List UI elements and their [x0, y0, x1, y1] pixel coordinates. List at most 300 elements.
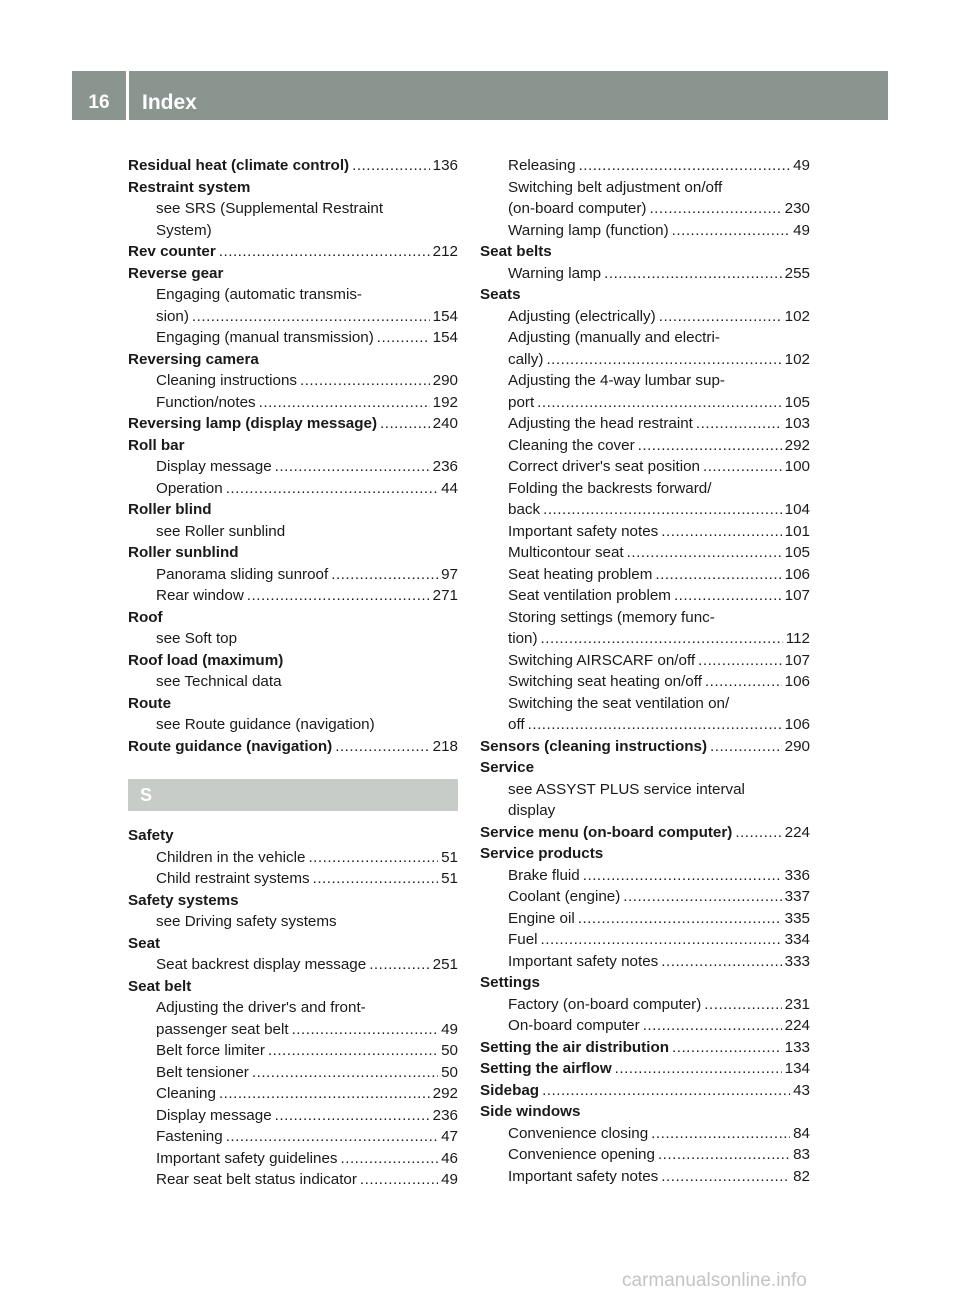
dot-leader	[352, 155, 430, 177]
index-subentry	[480, 585, 810, 607]
entry-text: Releasing	[508, 157, 576, 174]
index-entry	[128, 607, 458, 629]
index-subentry	[480, 327, 810, 349]
index-entry	[128, 736, 458, 758]
index-entry	[128, 933, 458, 955]
entry-text: Setting the airflow	[480, 1060, 612, 1077]
index-subentry	[480, 456, 810, 478]
index-subentry	[480, 800, 810, 822]
page-reference: 107	[784, 587, 810, 604]
index-subentry	[128, 198, 458, 220]
page-reference: 84	[793, 1124, 810, 1142]
dot-leader	[674, 585, 782, 607]
entry-text: off	[508, 716, 525, 733]
page-number: 16	[72, 71, 126, 120]
page-reference: 102	[784, 307, 810, 325]
entry-text: Service	[480, 759, 535, 776]
index-subentry	[480, 413, 810, 435]
dot-leader	[219, 241, 430, 263]
entry-text: Cleaning instructions	[156, 372, 297, 389]
index-subentry	[128, 911, 458, 933]
entry-text: Adjusting (electrically)	[508, 307, 656, 325]
entry-text: Important safety notes	[508, 1167, 659, 1185]
dot-leader	[542, 1080, 790, 1102]
dot-leader	[659, 306, 782, 328]
page-reference: 154	[432, 329, 458, 346]
index-entry	[128, 890, 458, 912]
entry-text: Important safety notes	[508, 522, 659, 540]
entry-text: back	[508, 501, 541, 518]
index-subentry	[480, 1166, 810, 1188]
entry-text: Display message	[156, 1106, 272, 1124]
index-entry	[480, 241, 810, 263]
index-entry	[128, 263, 458, 285]
index-subentry	[128, 306, 458, 328]
entry-text: see Driving safety systems	[156, 913, 337, 930]
entry-text: see ASSYST PLUS service interval	[508, 780, 745, 798]
index-entry	[480, 757, 810, 779]
entry-text: Service menu (on-board computer)	[480, 823, 733, 841]
index-subentry	[480, 542, 810, 564]
dot-leader	[649, 198, 781, 220]
index-subentry	[128, 521, 458, 543]
index-entry	[480, 736, 810, 758]
entry-text: Fuel	[508, 931, 538, 948]
index-subentry	[480, 650, 810, 672]
entry-text: Switching AIRSCARF on/off	[508, 651, 696, 669]
index-entry	[480, 1037, 810, 1059]
entry-text: Seat backrest display message	[156, 956, 367, 973]
index-subentry	[480, 1015, 810, 1037]
entry-text: Function/notes	[156, 393, 256, 411]
entry-text: Roll bar	[128, 436, 185, 454]
page-reference: 97	[441, 565, 458, 583]
page-reference: 335	[784, 909, 810, 927]
entry-text: Factory (on-board computer)	[508, 995, 702, 1013]
index-entry	[128, 413, 458, 435]
page-reference: 50	[441, 1042, 458, 1059]
page-reference: 49	[441, 1020, 458, 1038]
index-subentry	[480, 994, 810, 1016]
page-reference: 290	[784, 737, 810, 755]
index-entry	[480, 843, 810, 865]
entry-text: Convenience closing	[508, 1124, 649, 1142]
dot-leader	[661, 521, 781, 543]
page-reference: 106	[784, 716, 810, 733]
page-reference: 154	[432, 307, 458, 325]
index-subentry	[128, 478, 458, 500]
index-entry	[128, 542, 458, 564]
page-title: Index	[142, 91, 197, 114]
dot-leader	[696, 413, 782, 435]
dot-leader	[537, 392, 781, 414]
entry-text: Belt tensioner	[156, 1063, 249, 1081]
entry-text: Adjusting the driver's and front-	[156, 999, 366, 1016]
entry-text: Side windows	[480, 1103, 581, 1120]
entry-text: cally)	[508, 350, 544, 368]
entry-text: Child restraint systems	[156, 870, 310, 887]
index-subentry	[128, 370, 458, 392]
index-subentry	[480, 865, 810, 887]
index-subentry	[128, 564, 458, 586]
entry-text: Settings	[480, 974, 540, 991]
dot-leader	[192, 306, 430, 328]
page-reference: 106	[784, 673, 810, 690]
index-entry	[480, 1058, 810, 1080]
index-subentry	[128, 1105, 458, 1127]
page-reference: 251	[432, 956, 458, 973]
index-entry	[480, 972, 810, 994]
entry-text: Roller sunblind	[128, 544, 239, 561]
index-subentry	[480, 263, 810, 285]
entry-text: Belt force limiter	[156, 1042, 265, 1059]
dot-leader	[651, 1123, 790, 1145]
index-subentry	[128, 954, 458, 976]
dot-leader	[252, 1062, 438, 1084]
dot-leader	[380, 413, 430, 435]
index-subentry	[480, 714, 810, 736]
index-subentry	[480, 628, 810, 650]
dot-leader	[658, 1144, 790, 1166]
dot-leader	[623, 886, 781, 908]
entry-text: see Roller sunblind	[156, 522, 286, 540]
entry-text: Operation	[156, 479, 223, 497]
entry-text: see Soft top	[156, 630, 238, 647]
page-reference: 337	[784, 888, 810, 905]
index-subentry	[128, 868, 458, 890]
entry-text: Correct driver's seat position	[508, 458, 700, 475]
entry-text: System)	[156, 221, 212, 239]
dot-leader	[661, 951, 781, 973]
index-subentry	[480, 564, 810, 586]
dot-leader	[604, 263, 782, 285]
entry-text: Fastening	[156, 1128, 223, 1145]
page-reference: 224	[784, 823, 810, 841]
page-reference: 231	[784, 995, 810, 1013]
index-subentry	[480, 349, 810, 371]
page-reference: 107	[784, 651, 810, 669]
page-reference: 106	[784, 565, 810, 583]
index-subentry	[480, 779, 810, 801]
entry-text: Switching the seat ventilation on/	[508, 694, 730, 712]
entry-text: see Route guidance (navigation)	[156, 716, 375, 733]
entry-text: Seat belts	[480, 243, 552, 260]
page-reference: 103	[784, 415, 810, 432]
index-subentry	[480, 671, 810, 693]
dot-leader	[704, 994, 781, 1016]
entry-text: Reverse gear	[128, 264, 224, 282]
page-reference: 240	[432, 415, 458, 432]
dot-leader	[335, 736, 429, 758]
entry-text: Rear window	[156, 587, 244, 604]
page-reference: 134	[784, 1060, 810, 1077]
entry-text: Sensors (cleaning instructions)	[480, 737, 708, 755]
page-reference: 82	[793, 1167, 810, 1185]
page-reference: 271	[432, 587, 458, 604]
index-subentry	[480, 198, 810, 220]
dot-leader	[226, 478, 438, 500]
page-reference: 333	[784, 952, 810, 970]
index-subentry	[480, 392, 810, 414]
index-entry	[480, 1101, 810, 1123]
page-reference: 104	[784, 501, 810, 518]
dot-leader	[735, 822, 781, 844]
entry-text: Setting the air distribution	[480, 1038, 669, 1056]
page-reference: 83	[793, 1146, 810, 1163]
page-reference: 290	[432, 372, 458, 389]
index-entry	[128, 825, 458, 847]
index-subentry	[480, 220, 810, 242]
dot-leader	[226, 1126, 438, 1148]
entry-text: Convenience opening	[508, 1146, 655, 1163]
dot-leader	[528, 714, 782, 736]
index-subentry	[128, 671, 458, 693]
page-reference: 46	[441, 1149, 458, 1167]
entry-text: Engine oil	[508, 909, 575, 927]
section-letter-bar: S	[128, 779, 458, 811]
index-subentry	[128, 1019, 458, 1041]
dot-leader	[643, 1015, 782, 1037]
entry-text: Seat	[128, 934, 161, 952]
entry-text: Warning lamp	[508, 264, 602, 282]
index-entry	[128, 976, 458, 998]
index-subentry	[480, 435, 810, 457]
entry-text: On-board computer	[508, 1017, 640, 1034]
entry-text: passenger seat belt	[156, 1020, 289, 1038]
entry-text: display	[508, 802, 556, 819]
page-reference: 112	[785, 630, 810, 647]
index-subentry	[480, 951, 810, 973]
entry-text: Switching seat heating on/off	[508, 673, 702, 690]
page-reference: 334	[784, 931, 810, 948]
entry-text: Folding the backrests forward/	[508, 479, 712, 497]
entry-text: Sidebag	[480, 1081, 540, 1099]
entry-text: Switching belt adjustment on/off	[508, 178, 723, 196]
dot-leader	[541, 929, 782, 951]
index-subentry	[128, 714, 458, 736]
entry-text: Storing settings (memory func-	[508, 608, 715, 626]
index-subentry	[480, 1123, 810, 1145]
dot-leader	[705, 671, 782, 693]
index-subentry	[480, 1144, 810, 1166]
index-entry	[480, 1080, 810, 1102]
entry-text: Roof	[128, 608, 163, 626]
dot-leader	[247, 585, 430, 607]
index-entry	[480, 284, 810, 306]
page-reference: 230	[784, 200, 810, 217]
dot-leader	[638, 435, 782, 457]
entry-text: Important safety guidelines	[156, 1149, 338, 1167]
dot-leader	[292, 1019, 439, 1041]
dot-leader	[583, 865, 782, 887]
index-entry	[128, 499, 458, 521]
entry-text: Restraint system	[128, 178, 251, 196]
index-subentry	[128, 1062, 458, 1084]
dot-leader	[698, 650, 782, 672]
entry-text: see SRS (Supplemental Restraint	[156, 200, 384, 217]
dot-leader	[615, 1058, 782, 1080]
dot-leader	[546, 349, 781, 371]
page-reference: 43	[793, 1081, 810, 1099]
page-reference: 136	[432, 157, 458, 174]
index-subentry	[128, 1083, 458, 1105]
page-reference: 49	[793, 221, 810, 239]
entry-text: port	[508, 393, 535, 411]
dot-leader	[219, 1083, 430, 1105]
entry-text: Rear seat belt status indicator	[156, 1171, 357, 1188]
dot-leader	[627, 542, 782, 564]
dot-leader	[543, 499, 782, 521]
dot-leader	[655, 564, 781, 586]
index-subentry	[480, 693, 810, 715]
entry-text: Brake fluid	[508, 866, 580, 884]
entry-text: Roof load (maximum)	[128, 651, 284, 669]
page-reference: 101	[784, 522, 810, 540]
index-subentry	[128, 847, 458, 869]
index-subentry	[128, 997, 458, 1019]
index-entry	[128, 349, 458, 371]
index-entry	[128, 650, 458, 672]
dot-leader	[661, 1166, 790, 1188]
entry-text: Children in the vehicle	[156, 848, 306, 866]
page-reference: 292	[432, 1085, 458, 1102]
index-subentry	[128, 284, 458, 306]
index-subentry	[480, 607, 810, 629]
entry-text: Reversing lamp (display message)	[128, 415, 378, 432]
dot-leader	[341, 1148, 439, 1170]
dot-leader	[275, 1105, 430, 1127]
page-reference: 236	[432, 458, 458, 475]
page-reference: 236	[432, 1106, 458, 1124]
index-subentry	[128, 456, 458, 478]
page-reference: 50	[441, 1063, 458, 1081]
index-subentry	[480, 478, 810, 500]
page-reference: 102	[784, 350, 810, 368]
entry-text: Reversing camera	[128, 350, 259, 368]
dot-leader	[579, 155, 791, 177]
watermark: carmanualsonline.info	[622, 1270, 807, 1291]
entry-text: Seats	[480, 286, 521, 303]
page-reference: 255	[784, 264, 810, 282]
entry-text: Adjusting the 4-way lumbar sup-	[508, 372, 725, 389]
index-subentry	[128, 628, 458, 650]
dot-leader	[578, 908, 782, 930]
dot-leader	[541, 628, 783, 650]
page-reference: 51	[441, 870, 458, 887]
entry-text: Engaging (automatic transmis-	[156, 286, 362, 303]
index-subentry	[480, 908, 810, 930]
index-subentry	[480, 521, 810, 543]
page-reference: 105	[784, 393, 810, 411]
index-column-right	[480, 155, 810, 1187]
entry-text: Safety systems	[128, 891, 239, 909]
page-reference: 292	[784, 436, 810, 454]
entry-text: Coolant (engine)	[508, 888, 621, 905]
page-reference: 212	[432, 243, 458, 260]
index-subentry	[480, 929, 810, 951]
dot-leader	[300, 370, 430, 392]
entry-text: Display message	[156, 458, 272, 475]
page-reference: 224	[784, 1017, 810, 1034]
index-entry	[128, 155, 458, 177]
dot-leader	[703, 456, 782, 478]
entry-text: (on-board computer)	[508, 200, 647, 217]
entry-text: sion)	[156, 307, 189, 325]
page-reference: 44	[441, 479, 458, 497]
entry-text: Cleaning	[156, 1085, 216, 1102]
page-reference: 133	[784, 1038, 810, 1056]
index-subentry	[128, 1040, 458, 1062]
page-reference: 49	[793, 157, 810, 174]
dot-leader	[313, 868, 438, 890]
dot-leader	[377, 327, 430, 349]
dot-leader	[360, 1169, 438, 1191]
entry-text: Cleaning the cover	[508, 436, 635, 454]
index-subentry	[480, 886, 810, 908]
entry-text: Adjusting the head restraint	[508, 415, 693, 432]
entry-text: Service products	[480, 845, 604, 862]
entry-text: Panorama sliding sunroof	[156, 565, 329, 583]
entry-text: Safety	[128, 827, 174, 844]
dot-leader	[369, 954, 429, 976]
index-subentry	[128, 220, 458, 242]
index-subentry	[128, 585, 458, 607]
index-entry	[128, 241, 458, 263]
entry-text: Adjusting (manually and electri-	[508, 329, 720, 346]
page-reference: 105	[784, 544, 810, 561]
header-divider	[126, 71, 129, 120]
index-subentry	[480, 499, 810, 521]
dot-leader	[268, 1040, 438, 1062]
entry-text: see Technical data	[156, 673, 282, 690]
index-subentry	[128, 1126, 458, 1148]
dot-leader	[331, 564, 438, 586]
index-entry	[128, 435, 458, 457]
page-reference: 218	[432, 737, 458, 755]
dot-leader	[308, 847, 438, 869]
page-reference: 51	[441, 848, 458, 866]
index-subentry	[480, 177, 810, 199]
dot-leader	[710, 736, 782, 758]
index-subentry	[480, 155, 810, 177]
entry-text: tion)	[508, 630, 538, 647]
entry-text: Multicontour seat	[508, 544, 624, 561]
index-column-left	[128, 155, 458, 1191]
entry-text: Roller blind	[128, 501, 212, 518]
page-reference: 49	[441, 1171, 458, 1188]
page-reference: 100	[784, 458, 810, 475]
index-subentry	[128, 1169, 458, 1191]
entry-text: Rev counter	[128, 243, 216, 260]
entry-text: Seat ventilation problem	[508, 587, 671, 604]
index-entry	[128, 177, 458, 199]
entry-text: Warning lamp (function)	[508, 221, 669, 239]
index-subentry	[480, 370, 810, 392]
page-reference: 336	[784, 866, 810, 884]
entry-text: Route	[128, 694, 172, 712]
dot-leader	[672, 220, 790, 242]
entry-text: Engaging (manual transmission)	[156, 329, 374, 346]
entry-text: Residual heat (climate control)	[128, 157, 350, 174]
index-subentry	[128, 392, 458, 414]
index-subentry	[128, 1148, 458, 1170]
index-entry	[128, 693, 458, 715]
entry-text: Seat heating problem	[508, 565, 653, 583]
entry-text: Important safety notes	[508, 952, 659, 970]
entry-text: Seat belt	[128, 977, 192, 995]
dot-leader	[275, 456, 430, 478]
entry-text: Route guidance (navigation)	[128, 737, 333, 755]
